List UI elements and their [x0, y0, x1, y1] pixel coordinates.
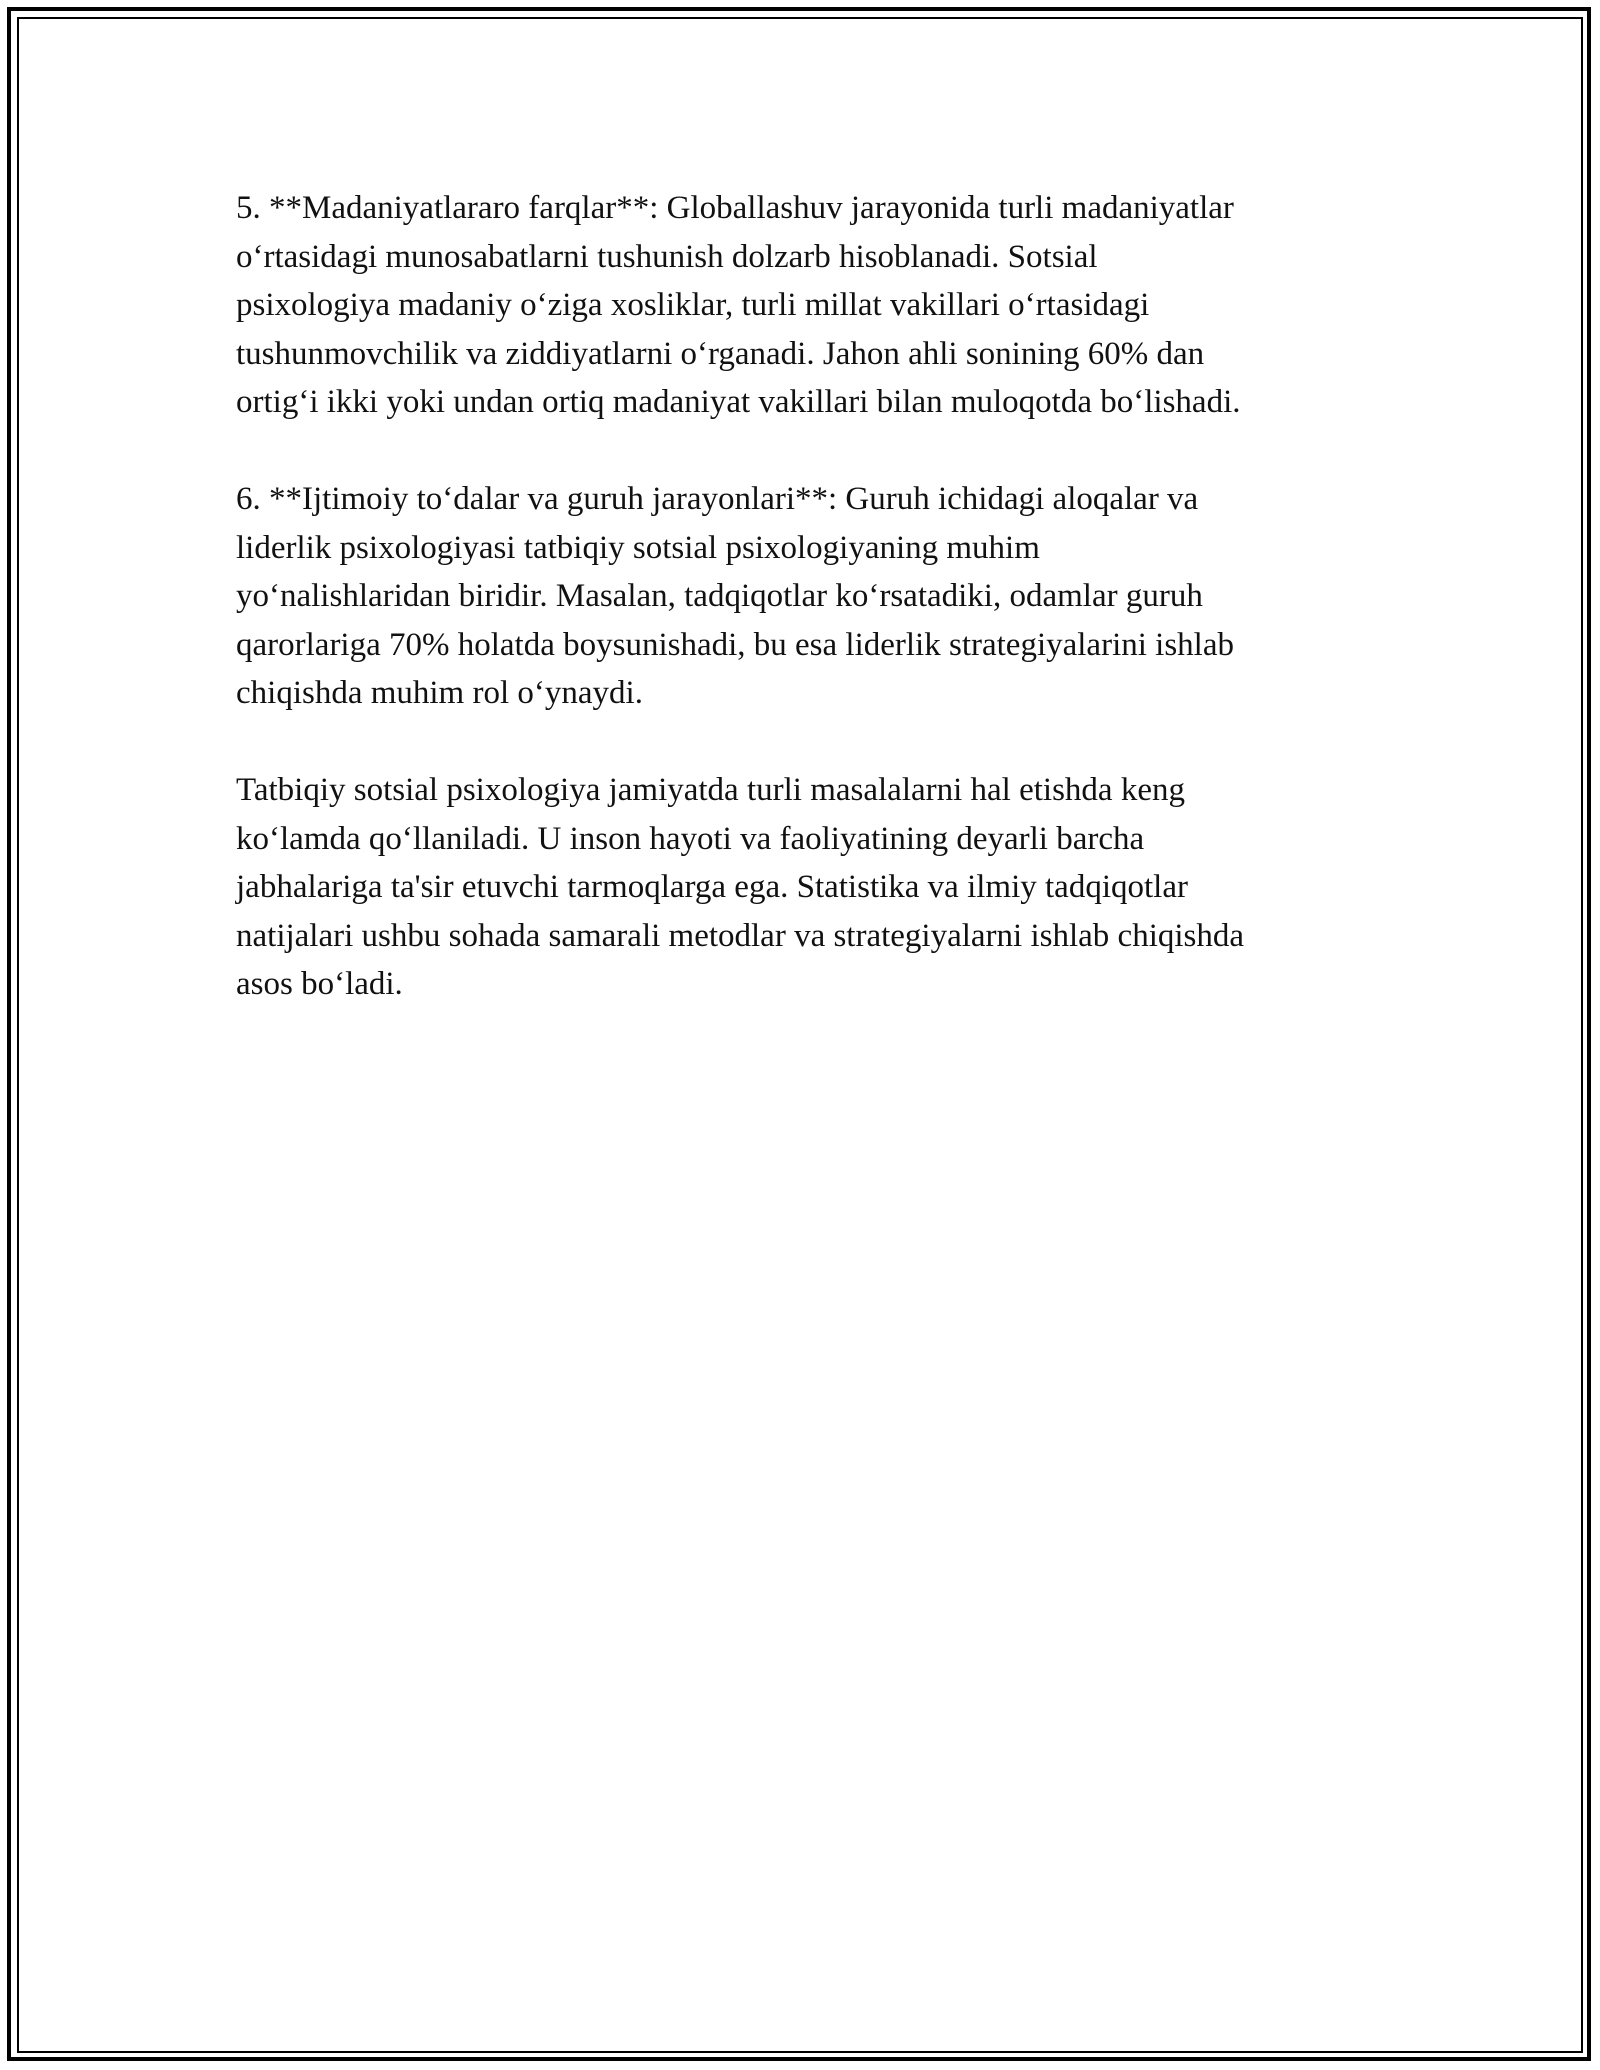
- text-line: o‘rtasidagi munosabatlarni tushunish dolzarb hisoblanadi. Sotsial: [236, 238, 1098, 275]
- text-line: psixologiya madaniy o‘ziga xosliklar, turli millat vakillari o‘rtasidagi: [236, 287, 1150, 323]
- text-line: jabhalariga ta'sir etuvchi tarmoqlarga ega. Statistika va ilmiy tadqiqotlar: [236, 869, 1188, 905]
- paragraph-conclusion: [236, 766, 1366, 1009]
- text-line: Tatbiqiy sotsial psixologiya jamiyatda turli masalalarni hal etishda keng: [236, 772, 1185, 808]
- paragraph-madaniyatlararo-farqlar: [236, 184, 1366, 427]
- text-line: tushunmovchilik va ziddiyatlarni o‘rganadi. Jahon ahli sonining 60% dan: [236, 335, 1205, 372]
- text-line: natijalari ushbu sohada samarali metodlar va strategiyalarni ishlab chiqishda: [236, 917, 1245, 954]
- text-line: asos bo‘ladi.: [236, 966, 403, 1002]
- text-line: 5. **Madaniyatlararo farqlar**: Globallashuv jarayonida turli madaniyatlar: [236, 190, 1234, 226]
- document-body: [236, 184, 1366, 1057]
- paragraph-ijtimoiy-todalar: [236, 475, 1366, 718]
- text-line: ortig‘i ikki yoki undan ortiq madaniyat vakillari bilan muloqotda bo‘lishadi.: [236, 384, 1241, 420]
- text-line: chiqishda muhim rol o‘ynaydi.: [236, 675, 643, 711]
- text-line: ko‘lamda qo‘llaniladi. U inson hayoti va faoliyatining deyarli barcha: [236, 820, 1145, 857]
- text-line: liderlik psixologiyasi tatbiqiy sotsial psixologiyaning muhim: [236, 529, 1040, 566]
- text-line: 6. **Ijtimoiy to‘dalar va guruh jarayonlari**: Guruh ichidagi aloqalar va: [236, 481, 1199, 517]
- text-line: yo‘nalishlaridan biridir. Masalan, tadqiqotlar ko‘rsatadiki, odamlar guruh: [236, 578, 1203, 614]
- text-line: qarorlariga 70% holatda boysunishadi, bu esa liderlik strategiyalarini ishlab: [236, 626, 1234, 663]
